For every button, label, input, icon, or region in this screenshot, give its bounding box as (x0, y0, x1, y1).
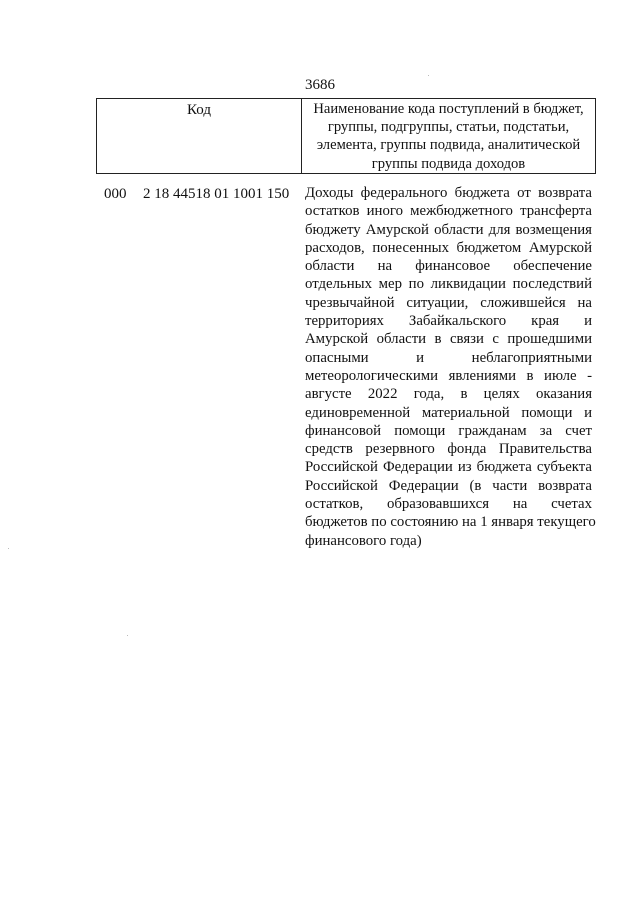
scan-speck (428, 75, 429, 76)
description-line: бюджетов по состоянию на 1 января текущего (305, 514, 596, 531)
description-line: остатков, образовавшихся на счетах (305, 496, 592, 513)
description-line: финансовой помощи гражданам за счет (305, 422, 592, 439)
description-line: опасными и неблагоприятными (305, 349, 592, 366)
description-line: финансового года) (305, 532, 422, 549)
description-line: Амурской области в связи с прошедшими (305, 331, 592, 348)
row-income-code: 2 18 44518 01 1001 150 (143, 186, 290, 202)
description-line: августе 2022 года, в целях оказания (305, 386, 592, 403)
header-code-cell: Код (97, 99, 302, 173)
header-name-line: Наименование кода поступлений в бюджет, (313, 101, 584, 117)
description-line: средств резервного фонда Правительства (305, 441, 592, 458)
description-line: остатков иного межбюджетного трансферта (305, 203, 592, 220)
description-line: территориях Забайкальского края и (305, 313, 592, 330)
description-line: Российской Федерации (в части возврата (305, 477, 592, 494)
description-line: бюджету Амурской области для возмещения (305, 221, 592, 238)
scan-speck (8, 548, 9, 549)
description-line: отдельных мер по ликвидации последствий (305, 276, 592, 293)
description-line: области на финансовое обеспечение (305, 258, 592, 275)
description-line: расходов, понесенных бюджетом Амурской (305, 239, 592, 256)
description-line: чрезвычайной ситуации, сложившейся на (305, 294, 592, 311)
description-line: Доходы федерального бюджета от возврата (305, 185, 592, 201)
row-description (305, 184, 596, 550)
scan-speck (127, 635, 128, 636)
header-name-line: группы, подгруппы, статьи, подстатьи, (327, 119, 570, 136)
description-line: Российской Федерации из бюджета субъекта (305, 459, 592, 476)
description-line: метеорологическими явлениями в июле - (305, 367, 592, 384)
description-line: единовременной материальной помощи и (305, 404, 592, 421)
table-header (96, 98, 596, 174)
row-admin-code: 000 (104, 186, 127, 202)
header-name-line: элемента, группы подвида, аналитической (316, 137, 581, 154)
header-name-cell (302, 99, 595, 173)
page-number: 3686 (305, 77, 335, 93)
header-name-line: группы подвида доходов (371, 155, 526, 172)
